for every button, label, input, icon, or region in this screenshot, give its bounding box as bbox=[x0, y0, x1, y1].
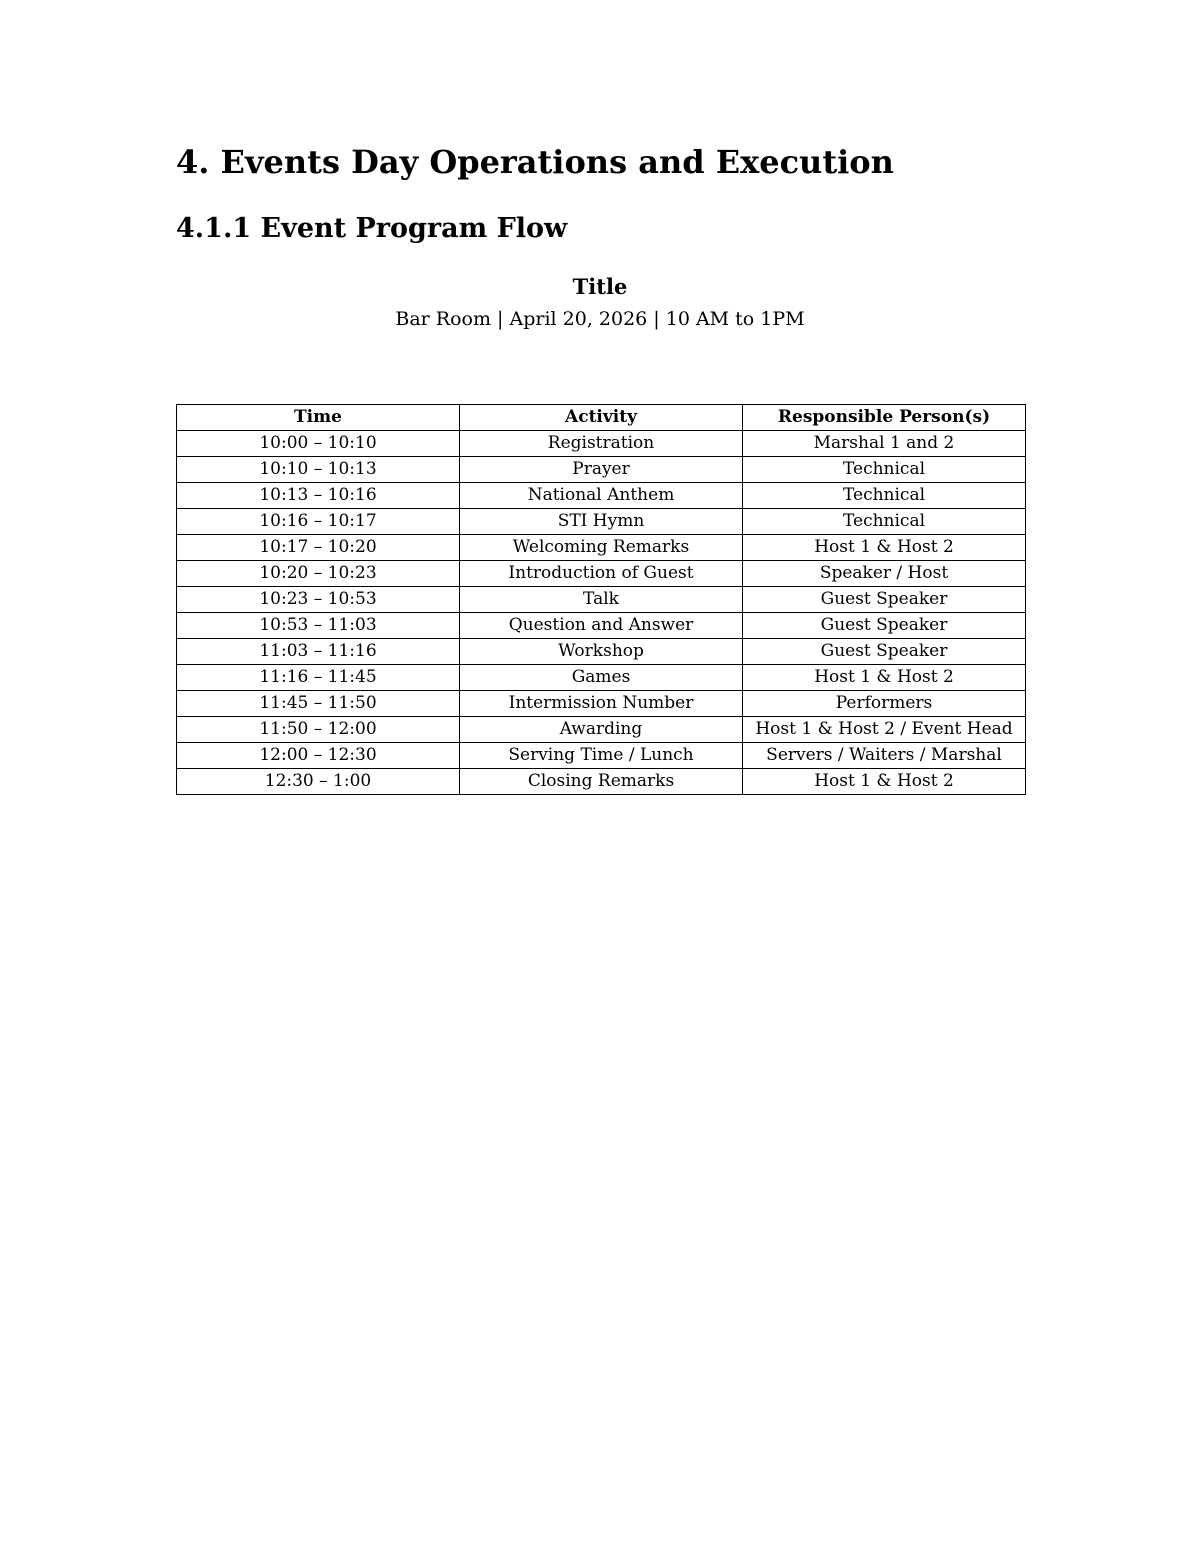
table-row bbox=[177, 457, 1026, 483]
responsible-cell: Host 1 & Host 2 / Event Head bbox=[743, 717, 1026, 743]
table-row bbox=[177, 483, 1026, 509]
activity-cell: Games bbox=[460, 665, 743, 691]
time-cell: 11:16 – 11:45 bbox=[177, 665, 460, 691]
table-row bbox=[177, 665, 1026, 691]
table-row bbox=[177, 639, 1026, 665]
responsible-cell: Guest Speaker bbox=[743, 639, 1026, 665]
table-row bbox=[177, 691, 1026, 717]
time-cell: 10:16 – 10:17 bbox=[177, 509, 460, 535]
table-row bbox=[177, 613, 1026, 639]
table-row bbox=[177, 431, 1026, 457]
time-cell: 11:03 – 11:16 bbox=[177, 639, 460, 665]
program-title: Title bbox=[572, 274, 628, 299]
activity-cell: Introduction of Guest bbox=[460, 561, 743, 587]
activity-cell: Question and Answer bbox=[460, 613, 743, 639]
time-cell: 10:13 – 10:16 bbox=[177, 483, 460, 509]
responsible-cell: Guest Speaker bbox=[743, 613, 1026, 639]
activity-cell: Serving Time / Lunch bbox=[460, 743, 743, 769]
time-cell: 10:20 – 10:23 bbox=[177, 561, 460, 587]
responsible-cell: Technical bbox=[743, 457, 1026, 483]
responsible-cell: Host 1 & Host 2 bbox=[743, 665, 1026, 691]
responsible-cell: Marshal 1 and 2 bbox=[743, 431, 1026, 457]
responsible-cell: Performers bbox=[743, 691, 1026, 717]
responsible-cell: Host 1 & Host 2 bbox=[743, 769, 1026, 795]
activity-cell: Awarding bbox=[460, 717, 743, 743]
activity-cell: Workshop bbox=[460, 639, 743, 665]
subsection-heading: 4.1.1 Event Program Flow bbox=[176, 213, 568, 244]
table-row bbox=[177, 717, 1026, 743]
activity-cell: Welcoming Remarks bbox=[460, 535, 743, 561]
table-row bbox=[177, 769, 1026, 795]
activity-cell: Prayer bbox=[460, 457, 743, 483]
time-cell: 11:45 – 11:50 bbox=[177, 691, 460, 717]
section-heading: 4. Events Day Operations and Execution bbox=[176, 143, 894, 181]
time-cell: 12:00 – 12:30 bbox=[177, 743, 460, 769]
time-cell: 12:30 – 1:00 bbox=[177, 769, 460, 795]
activity-cell: STI Hymn bbox=[460, 509, 743, 535]
time-cell: 11:50 – 12:00 bbox=[177, 717, 460, 743]
responsible-cell: Host 1 & Host 2 bbox=[743, 535, 1026, 561]
time-cell: 10:10 – 10:13 bbox=[177, 457, 460, 483]
table-row bbox=[177, 587, 1026, 613]
time-cell: 10:00 – 10:10 bbox=[177, 431, 460, 457]
responsible-cell: Servers / Waiters / Marshal bbox=[743, 743, 1026, 769]
responsible-cell: Guest Speaker bbox=[743, 587, 1026, 613]
table-row bbox=[177, 509, 1026, 535]
table-row bbox=[177, 743, 1026, 769]
activity-cell: Intermission Number bbox=[460, 691, 743, 717]
table-row bbox=[177, 561, 1026, 587]
table-row bbox=[177, 535, 1026, 561]
column-header-activity: Activity bbox=[460, 405, 743, 431]
activity-cell: National Anthem bbox=[460, 483, 743, 509]
activity-cell: Registration bbox=[460, 431, 743, 457]
program-flow-table bbox=[176, 404, 1026, 795]
column-header-responsible: Responsible Person(s) bbox=[743, 405, 1026, 431]
column-header-time: Time bbox=[177, 405, 460, 431]
responsible-cell: Technical bbox=[743, 509, 1026, 535]
program-subtitle: Bar Room | April 20, 2026 | 10 AM to 1PM bbox=[395, 308, 805, 330]
responsible-cell: Speaker / Host bbox=[743, 561, 1026, 587]
time-cell: 10:23 – 10:53 bbox=[177, 587, 460, 613]
time-cell: 10:53 – 11:03 bbox=[177, 613, 460, 639]
time-cell: 10:17 – 10:20 bbox=[177, 535, 460, 561]
table-header-row bbox=[177, 405, 1026, 431]
responsible-cell: Technical bbox=[743, 483, 1026, 509]
activity-cell: Talk bbox=[460, 587, 743, 613]
activity-cell: Closing Remarks bbox=[460, 769, 743, 795]
